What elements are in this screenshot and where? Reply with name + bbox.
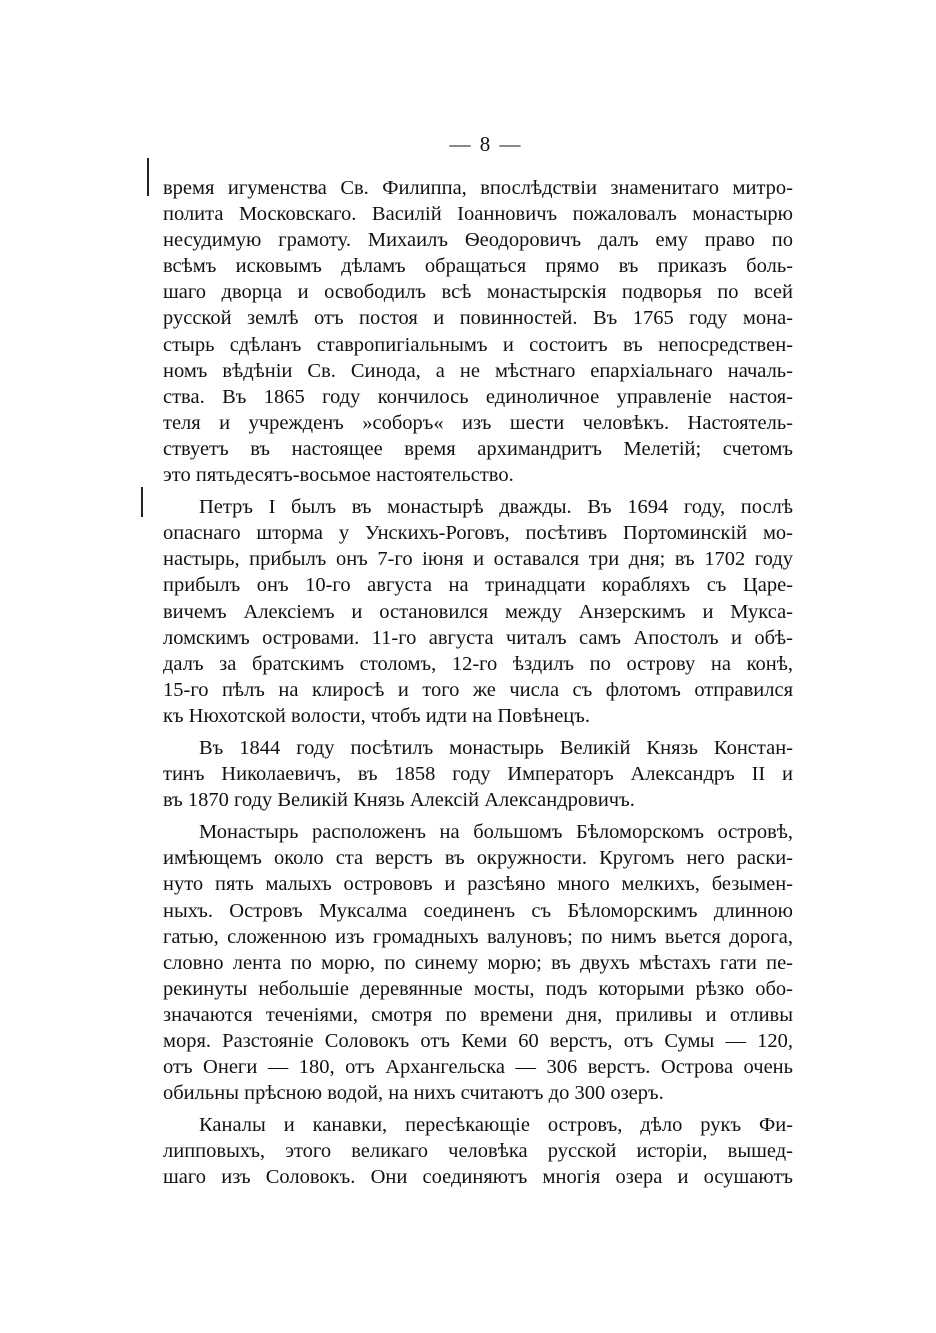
text-line: настырь, прибылъ онъ 7-го іюня и оставался три дня; въ 1702 году	[163, 548, 793, 571]
body-text	[163, 175, 793, 1191]
margin-mark-middle	[141, 487, 143, 517]
text-line: тинъ Николаевичъ, въ 1858 году Императоръ Александръ II и	[163, 763, 793, 786]
text-line: Въ 1844 году посѣтилъ монастырь Великій Князь Констан-	[199, 736, 793, 759]
text-line: обильны прѣсною водой, на нихъ считаютъ до 300 озеръ.	[163, 1082, 664, 1105]
text-line: несудимую грамоту. Михаилъ Ѳеодоровичъ далъ ему право по	[163, 229, 793, 252]
text-line: вичемъ Алексіемъ и остановился между Анзерскимъ и Мукса-	[163, 600, 793, 623]
text-line: Петръ I былъ въ монастырѣ дважды. Въ 1694 году, послѣ	[199, 496, 793, 519]
text-line: значаются теченіями, смотря по времени дня, приливы и отливы	[163, 1003, 793, 1026]
paragraph-2	[163, 494, 793, 729]
text-line: всѣмъ исковымъ дѣламъ обращаться прямо въ приказъ боль-	[163, 255, 793, 278]
paragraph-1	[163, 175, 793, 488]
text-line: опаснаго шторма у Унскихъ-Роговъ, посѣтивъ Портоминскій мо-	[163, 522, 793, 545]
text-line: теля и учрежденъ »соборъ« изъ шести человѣкъ. Настоятель-	[163, 411, 793, 434]
text-line: шаго дворца и освободилъ всѣ монастырскія подворья по всей	[163, 281, 793, 304]
text-line: номъ вѣдѣніи Св. Синода, а не мѣстнаго епархіальнаго началь-	[163, 359, 793, 382]
text-line: 15-го пѣлъ на клиросѣ и того же числа съ флотомъ отправился	[163, 678, 793, 701]
text-line: нуто пять малыхъ острововъ и разсѣяно много мелкихъ, безымен-	[163, 873, 793, 896]
text-line: моря. Разстояніе Соловокъ отъ Кеми 60 верстъ, отъ Сумы — 120,	[163, 1030, 793, 1052]
text-line: стырь сдѣланъ ставропигіальнымъ и состоитъ въ непосредствен-	[163, 333, 793, 356]
text-line: прибылъ онъ 10-го августа на тринадцати корабляхъ съ Царе-	[163, 574, 793, 597]
paragraph-4	[163, 819, 793, 1106]
margin-mark-top	[147, 158, 149, 196]
text-line: въ 1870 году Великій Князь Алексій Александровичъ.	[163, 789, 635, 812]
text-line: время игуменства Св. Филиппа, впослѣдствіи знаменитаго митро-	[163, 177, 793, 199]
text-line: русской землѣ отъ постоя и повинностей. Въ 1765 году мона-	[163, 307, 793, 330]
text-line: Монастырь расположенъ на большомъ Бѣломорскомъ островѣ,	[199, 821, 793, 844]
text-line: рекинуты небольшіе деревянные мосты, подъ которыми рѣзко обо-	[163, 977, 793, 1000]
text-line: словно лента по морю, по синему морю; въ двухъ мѣстахъ гати пе-	[163, 951, 793, 974]
text-line: полита Московскаго. Василій Іоанновичъ пожаловалъ монастырю	[163, 203, 793, 226]
text-line: это пятьдесятъ-восьмое настоятельство.	[163, 464, 514, 487]
text-line: имѣющемъ около ста верстъ въ окружности. Кругомъ него раски-	[163, 847, 793, 870]
text-line: далъ за братскимъ столомъ, 12-го ѣздилъ по острову на конѣ,	[163, 652, 793, 675]
text-line: ства. Въ 1865 году кончилось единоличное управленіе настоя-	[163, 385, 793, 408]
text-line: ломскимъ островами. 11-го августа читалъ самъ Апостолъ и обѣ-	[163, 626, 793, 649]
text-line: ствуетъ въ настоящее время архимандритъ Мелетій; счетомъ	[163, 437, 793, 460]
text-line: отъ Онеги — 180, отъ Архангельска — 306 верстъ. Острова очень	[163, 1056, 793, 1079]
text-line: Каналы и канавки, пересѣкающіе островъ, дѣло рукъ Фи-	[199, 1114, 793, 1137]
page-number: — 8 —	[449, 132, 523, 156]
paragraph-5	[163, 1112, 793, 1190]
text-line: ныхъ. Островъ Муксалма соединенъ съ Бѣломорскимъ длинною	[163, 899, 793, 922]
text-line: гатью, сложенною изъ громадныхъ валуновъ; по нимъ вьется дорога,	[163, 925, 793, 948]
text-line: липповыхъ, этого великаго человѣка русской исторіи, вышед-	[163, 1140, 793, 1163]
text-line: къ Нюхотской волости, чтобъ идти на Повѣнецъ.	[163, 704, 590, 727]
text-line: шаго изъ Соловокъ. Они соединяютъ многія озера и осушаютъ	[163, 1166, 793, 1189]
paragraph-3	[163, 735, 793, 813]
